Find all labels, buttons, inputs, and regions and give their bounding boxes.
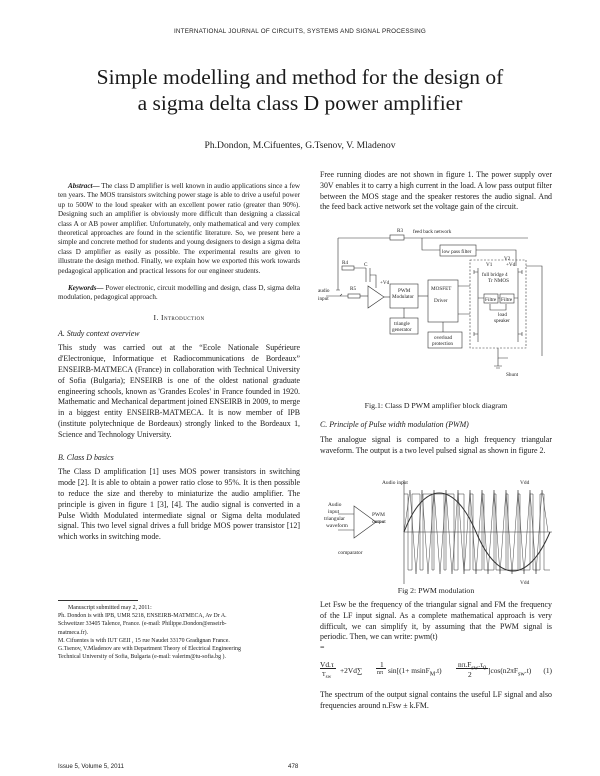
abstract-line: class D amplifier as easily as possible. The experimental results are: [58, 247, 271, 256]
text-line: one of the oldest national graduate engineering schools,: [58, 375, 300, 396]
fig1-label-pwm: PWM: [398, 288, 411, 294]
text-line: The Class D amplification [1] uses MOS power transistors in: [58, 467, 266, 477]
authors: Ph.Dondon, M.Cifuentes, G.Tsenov, V. Mladenov: [204, 140, 396, 151]
fig1-label-r4: R4: [342, 260, 349, 266]
fig1-label-feedback: feed back network: [413, 229, 452, 235]
text-line: 2009, to merge in a biggest entity ENSEIRB-MATMECA. It: [58, 397, 300, 418]
text-line: Let Fsw be the frequency of the triangular signal and FM the: [320, 600, 518, 609]
text-line: This study was carried out at the “Ecole Nationale Supérieure: [58, 343, 300, 353]
fig1-label-input: input: [318, 296, 329, 302]
abstract-line: exported this work towards pedagogical application and practical: [58, 257, 300, 275]
fig2-label-comparator: comparator: [338, 550, 363, 556]
text-line: 95%. It is then possible to reduce the size and thereby to: [58, 478, 300, 499]
fig1-label-fullbridge: full bridge 4: [482, 272, 508, 278]
section-introduction: I. Introduction: [153, 312, 205, 322]
fig1-label-r3: R3: [397, 228, 404, 234]
abstract-line: given to illustrate the design method. Finally, we explain how we: [58, 247, 300, 266]
right-section-c: [320, 420, 552, 456]
keywords-line: class D, sigma delta modulation, pedagogical approach.: [58, 284, 300, 302]
text-line: MOS power transistor [12] which works in switching mode.: [58, 521, 300, 542]
fig1-label-trnmos: Tr NMOS: [488, 278, 510, 284]
text-line: modulated signal. This two level signal drives a full bridge: [58, 510, 300, 531]
text-line: miniaturize the audio amplifier. The principle is given in: [58, 489, 300, 509]
figure-1-caption: Fig.1: Class D PWM amplifier block diagram: [364, 401, 508, 410]
subsection-a: A. Study context overview: [58, 328, 140, 338]
title-line-1: Simple modelling and method for the design of: [96, 65, 504, 89]
abstract-line: speaker with an excellent power ratio (greater than 90%). Designing: [58, 200, 300, 219]
fig1-label-generator: generator: [392, 327, 412, 333]
text-line: strongly linked to the Bordeaux 1, Science and Technology: [58, 419, 300, 439]
right-section-e: [320, 690, 552, 712]
subsection-b: B. Class D basics: [58, 452, 114, 462]
fig1-label-load: load: [498, 312, 507, 318]
fig2-label-audio: Audio: [328, 502, 342, 508]
paragraph-a: [58, 343, 300, 440]
text-line: approach is very difficult, we can simplify it, by assuming: [320, 610, 552, 631]
keywords: Keywords— Power electronic, circuit modelling and design, class D, sigma delta modulation, pedagogical approach.: [58, 284, 300, 302]
fig2-label-output: output: [372, 519, 386, 525]
text-line: University.: [136, 429, 172, 439]
abstract-line: such an amplifier is obviously more difficult than designing a: [89, 210, 274, 219]
fig2-label-vdd-top: Vdd: [520, 480, 530, 486]
right-intro: [320, 170, 552, 213]
fig1-label-c: C: [364, 262, 368, 268]
text-line: frequency of the LF input signal. As a complete mathematical: [320, 600, 552, 620]
footnote: Manuscript submitted may 2, 2011:: [68, 605, 152, 611]
footnote: Ph. Dondon is with IPB, UMR 5218, ENSEIRB-MATMECA, Av Dr A.: [58, 613, 227, 620]
page-number: 478: [288, 763, 299, 770]
abstract-label: Abstract: [68, 182, 93, 190]
fig2-label-waveform: waveform: [326, 523, 348, 529]
abstract-line: mathematical and very complex theoretical approaches are found in: [58, 219, 300, 238]
equals-sign: =: [320, 643, 325, 653]
right-section-d: [320, 600, 552, 654]
journal-header: INTERNATIONAL JOURNAL OF CIRCUITS, SYSTEMS AND SIGNAL PROCESSING: [173, 28, 426, 35]
abstract-line: power stage is able to drive a useful power up to 500W to the loud: [58, 191, 301, 209]
text-line: with Technical University of Sofia (Bulgaria); ENSEIRB is: [58, 365, 300, 385]
fig1-label-overload: overload: [434, 335, 453, 341]
text-line: Bordeaux” ENSEIRB-MATMECA (France) in collaboration: [58, 354, 300, 375]
text-line: is now member of IPB (institute polytechnique de Bordeaux): [58, 408, 300, 429]
fig1-label-vd: +Vd: [380, 280, 390, 286]
text-line: as shown in figure 2.: [479, 445, 546, 455]
fig1-label-mosfet: MOSFET: [431, 286, 452, 292]
text-line: triangular waveform. The output is a two level pulsed signal: [320, 434, 552, 455]
fig1-label-driver: Driver: [434, 298, 448, 304]
keywords-label: Keywords: [68, 284, 97, 293]
fig2-label-vdd-bottom: Vdd: [520, 580, 530, 586]
fig2-label-audio-input: Audio input: [382, 480, 408, 486]
paragraph-b: [58, 467, 300, 543]
equation-1: Vd.τ $T_{sw}$ +2Vd∑ 1 nπ sin[(1+ msinF$_M$.t) $n\pi.F_{sw}.\tau_0$ 2 ]$\cos(n2\pi F_{sw}.t)$ (1): [320, 660, 552, 681]
left-column: [58, 182, 300, 543]
fig1-label-audio: audio: [318, 288, 330, 294]
footnote: M. Cifuentes is with IUT GEII , 15 rue Naudet 33170 Gradignan France.: [58, 637, 230, 644]
fig1-label-shunt: Shunt: [506, 372, 519, 378]
text-line: network set the voltage gain of the circuit.: [384, 202, 519, 212]
abstract-line: applications since a few ten years. The MOS transistors switching: [58, 182, 300, 200]
subsection-c: C. Principle of Pulse width modulation (PWM): [320, 420, 469, 429]
paper-title: [40, 64, 560, 116]
text-line: figure 1 [3], [4]. The audio signal is converted in a Pulse: [58, 499, 300, 520]
issue-volume: Issue 5, Volume 5, 2011: [58, 763, 124, 770]
fig2-label-input: input: [328, 509, 340, 515]
title-line-2: a sigma delta class D power amplifier: [137, 91, 463, 115]
abstract: Abstract— The class D amplifier is well known in audio applications since a few ten years. The MOS transistors switching power stage is able to drive a useful power up to 500W to the loud speaker with an excellent power ratio (greater than 90%). Designing such an amplifier is obviously more difficult than designing a classical class A or AB power amplifier. Unfortunately, only mathematical and very complex theoretical approaches are found in the scientific literature. So, we present here a simple and concrete method for students and young designers to design a sigma delta class D amplifier as easily as possible. The experimental results are given to illustrate the design method. Finally, we explain how we exported this work towards pedagogical application and practical lessons for our engineer students.: [58, 182, 301, 275]
text-line: d'Electronique, Informatique et Radiocommunications de: [58, 354, 259, 364]
text-line: signal and also frequencies around n.Fsw ± k.FM.: [320, 690, 552, 710]
text-line: The analogue signal is compared to a high frequency: [320, 434, 516, 444]
figure-2-caption: Fig 2: PWM modulation: [397, 586, 475, 595]
fig1-label-lowpass: low pass filter: [442, 249, 472, 255]
paragraph-c: [320, 435, 552, 457]
text-line: supply over 30V enables it to carry a high current in the load.: [320, 170, 552, 190]
footnote: Technical University of Sofia, Bulgaria (e-mail: valerim@tu-sofia.bg ).: [58, 654, 226, 661]
footnote-divider: [58, 600, 138, 601]
text-line: known as 'Grandes Ecoles' in France founded in 1920.: [125, 386, 300, 396]
fig1-label-modulator: Modulator: [392, 294, 414, 300]
fig2-label-pwm: PWM: [372, 512, 385, 518]
abstract-line: classical class A or AB power amplifier. Unfortunately, only: [58, 210, 301, 228]
footnote: Schweitzer 33405 Talence, France. (e-mail: Philippe.Dondon@enseirb-: [58, 621, 227, 628]
abstract-line: The class D amplifier is well known in audio: [101, 182, 230, 190]
fig1-label-protection: protection: [432, 341, 454, 347]
text-line: Mathematic and Mechanical department joined ENSEIRB in: [58, 397, 251, 407]
text-line: switching mode [2]. It is able to obtain a power ratio close to: [58, 467, 300, 488]
keywords-line: Power electronic, circuit modelling and design,: [105, 284, 241, 293]
text-line: Free running diodes are not shown in figure 1. The power: [320, 170, 512, 179]
text-line: that the PWM signal is periodic. Then, we can write: pwm(t): [320, 621, 552, 642]
fig1-label-speaker: speaker: [494, 318, 510, 324]
fig1-label-v1: V1: [486, 262, 493, 268]
text-line: A low pass output filter between the MOS stage and the: [320, 180, 552, 201]
fig1-label-filtre-right: Filtre: [501, 297, 513, 303]
fig1-label-r5: R5: [350, 286, 357, 292]
text-line: The spectrum of the output signal contains the useful LF: [320, 690, 502, 699]
text-line: speaker restores the audio signal. And the feed back active: [320, 191, 552, 212]
figure-1-block-diagram: [318, 226, 554, 386]
fig1-label-v2: V2: [504, 256, 511, 262]
abstract-line: the scientific literature. So, we present here a simple and concrete: [58, 229, 300, 247]
equation-number: (1): [543, 666, 552, 675]
abstract-line: lessons for our engineer students.: [165, 266, 261, 275]
fig1-label-triangle: triangle: [394, 321, 410, 327]
text-line: Width Modulated intermediate signal or Sigma delta: [79, 510, 262, 520]
fig1-label-filtre-left: Filtre: [485, 297, 497, 303]
footnote: G.Tsenov, V.Mladenov are with Department Theory of Electrical Engineering: [58, 646, 241, 653]
footnotes: [58, 604, 300, 661]
fig2-label-triangular: triangular: [324, 516, 345, 522]
fig1-label-vd2: +Vd: [506, 262, 516, 268]
footnote: matmeca.fr).: [58, 629, 89, 636]
abstract-line: method for students and young designers to design a sigma delta: [116, 238, 300, 247]
figure-2-pwm-waveforms: [324, 476, 554, 588]
